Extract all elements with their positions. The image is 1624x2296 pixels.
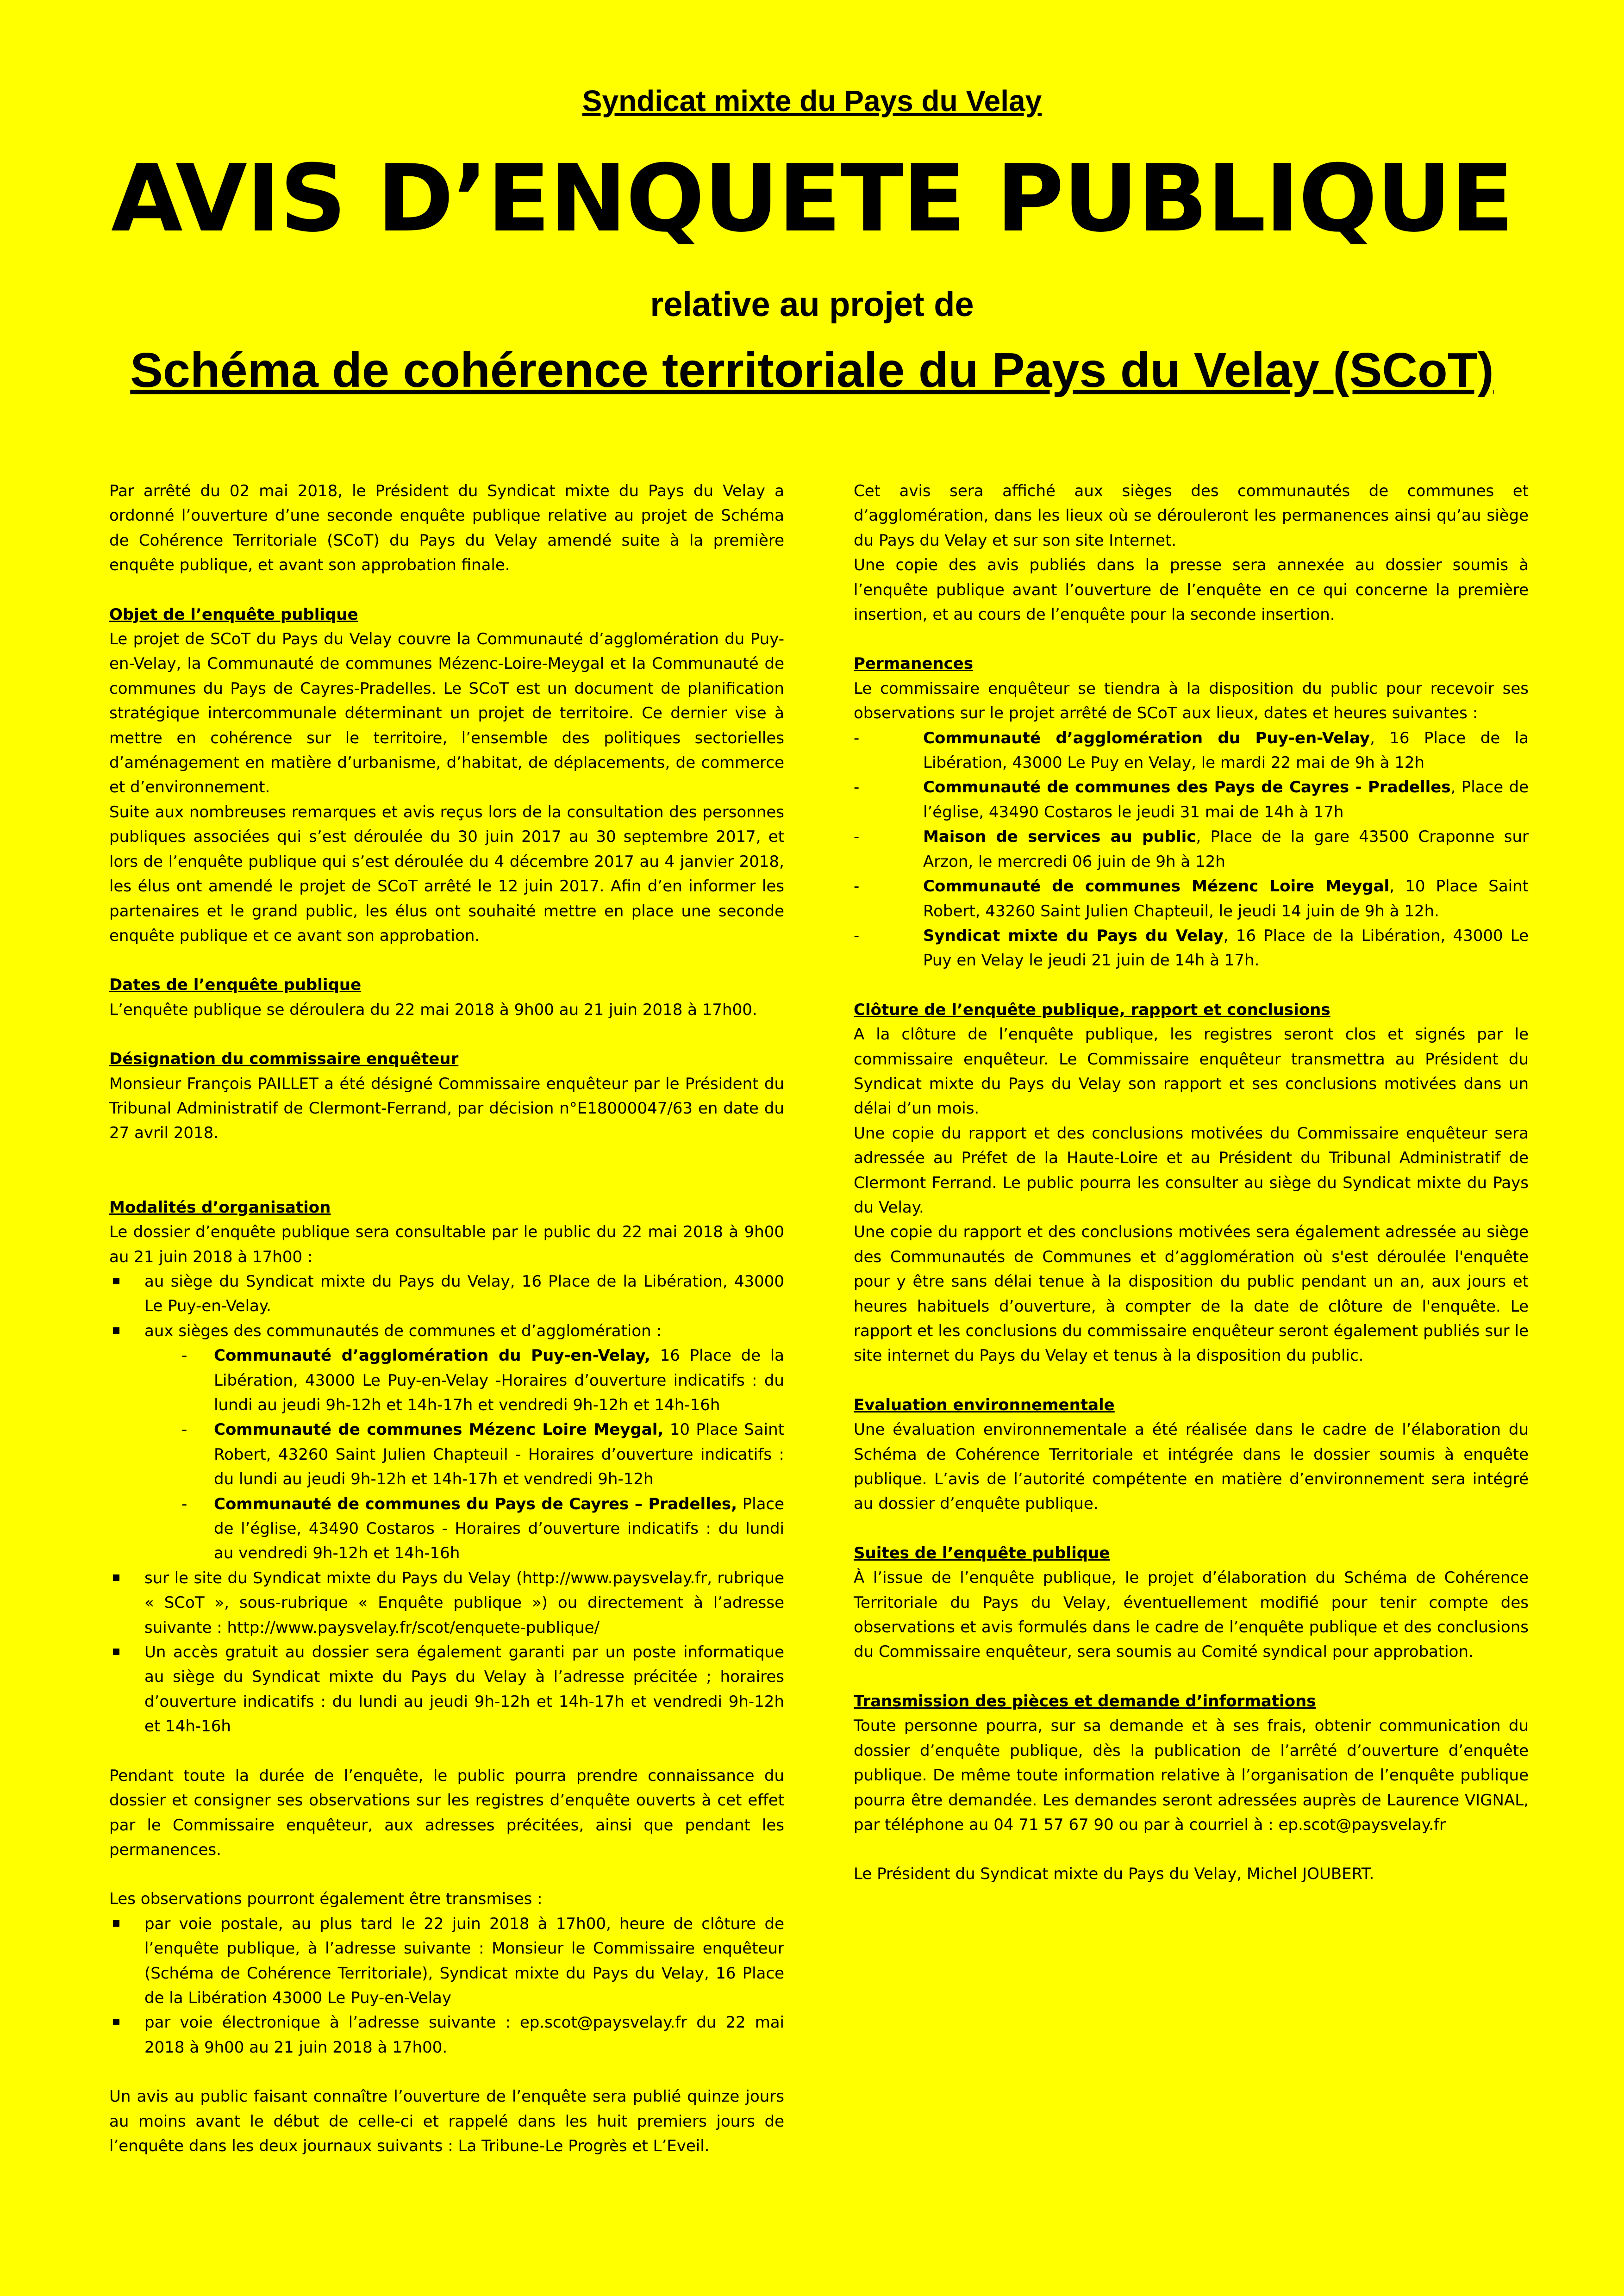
objet-paragraph-2: Suite aux nombreuses remarques et avis reçus lors de la consultation des personnes publiques associées qui s’est déroulée du 30 juin 2017 au 30 septembre 2017, et lors de l’enquête publique qui s’est déroulée du 4 décembre 2017 au 4 janvier 2018, les élus ont amendé le projet de SCoT arrêté le 12 juin 2017. Afin d’en informer les partenaires et le grand public, les élus ont souhaité mettre en place une seconde enquête publique et ce avant son approbation. xyxy=(109,803,784,945)
cloture-paragraph-1: A la clôture de l’enquête publique, les registres seront clos et signés par le commissaire enquêteur. Le Commissaire enquêteur transmettra au Président du Syndicat mixte du Pays du Velay son rapport et ses conclusions motivées dans un délai d’un mois. xyxy=(854,1025,1529,1118)
list-item xyxy=(109,1640,784,1739)
permanence-details: , 16 Place de la Libération, 43000 Le Puy en Velay, le mardi 22 mai de 9h à 12h xyxy=(923,728,1529,772)
objet-section-title: Objet de l’enquête publique xyxy=(109,605,358,624)
list-item xyxy=(109,1566,784,1640)
dates-section-title: Dates de l’enquête publique xyxy=(109,976,362,995)
list-item xyxy=(109,1912,784,2011)
permanences-list xyxy=(854,726,1529,973)
permanence-place: Communauté de communes des Pays de Cayres - Pradelles xyxy=(923,778,1451,797)
list-item xyxy=(854,825,1529,874)
observations-electronic: par voie électronique à l’adresse suivante : ep.scot@paysvelay.fr du 22 mai 2018 à 9h00 au 21 juin 2018 à 17h00. xyxy=(144,2013,784,2057)
permanence-details: , 16 Place de la Libération, 43000 Le Puy en Velay le jeudi 21 juin de 14h à 17h. xyxy=(923,926,1529,970)
modalites-bullet-poste: Un accès gratuit au dossier sera également garanti par un poste informatique au siège du Syndicat mixte du Pays du Velay à l’adresse précitée ; horaires d’ouverture indicatifs : du lundi au jeudi 9h-12h et 14h-17h et vendredi 9h-12h et 14h-16h xyxy=(144,1643,784,1736)
list-item xyxy=(144,1344,784,1418)
permanences-section-title: Permanences xyxy=(854,654,974,673)
observations-list xyxy=(109,1912,784,2060)
affichage-paragraph-2: Une copie des avis publiés dans la presse sera annexée au dossier soumis à l’enquête publique avant l’ouverture de l’enquête en ce qui concerne la première insertion, et au cours de l’enquête pour la seconde insertion. xyxy=(854,556,1529,624)
sub-item-name: Communauté de communes Mézenc Loire Meygal, xyxy=(214,1420,664,1439)
modalites-list xyxy=(109,1269,784,1739)
observations-postal: par voie postale, au plus tard le 22 juin 2018 à 17h00, heure de clôture de l’enquête publique, à l’adresse suivante : Monsieur le Commissaire enquêteur (Schéma de Cohérence Territoriale), Syndicat mixte du Pays du Velay, 16 Place de la Libération 43000 Le Puy-en-Velay xyxy=(144,1914,784,2007)
modalites-bullet-siege: au siège du Syndicat mixte du Pays du Velay, 16 Place de la Libération, 43000 Le Puy-en-Velay. xyxy=(144,1272,784,1316)
notice-title: AVIS D’ENQUETE PUBLIQUE xyxy=(111,145,1513,253)
evaluation-paragraph: Une évaluation environnementale a été réalisée dans le cadre de l’élaboration du Schéma de Cohérence Territoriale et intégrée dans le dossier soumis à enquête publique. L’avis de l’autorité compétente en matière d’environnement sera intégré au dossier d’enquête publique. xyxy=(854,1420,1529,1513)
permanence-place: Communauté d’agglomération du Puy-en-Velay xyxy=(923,728,1370,747)
cloture-paragraph-3: Une copie du rapport et des conclusions motivées sera également adressée au siège des Communautés de Communes et d’agglomération où s'est déroulée l'enquête pour y être sans délai tenue à la disposition du public pendant un an, aux jours et heures habituels d’ouverture, à compter de la date de clôture de l'enquête. Le rapport et les conclusions du commissaire enquêteur seront également publiés sur le site internet du Pays du Velay et tenus à la disposition du public. xyxy=(854,1223,1529,1365)
list-item xyxy=(144,1418,784,1492)
permanence-place: Maison de services au public xyxy=(923,828,1196,846)
sub-item-name: Communauté d’agglomération du Puy-en-Velay, xyxy=(214,1346,650,1365)
objet-paragraph-1: Le projet de SCoT du Pays du Velay couvre la Communauté d’agglomération du Puy-en-Velay, la Communauté de communes Mézenc-Loire-Meygal et la Communauté de communes du Pays de Cayres-Pradelles. Le SCoT est un document de planification stratégique intercommunale déterminant un projet de territoire. Ce dernier vise à mettre en cohérence sur le territoire, l’ensemble des politiques sectorielles d’aménagement en matière d’urbanisme, d’habitat, de déplacements, de commerce et d’environnement. xyxy=(109,630,784,797)
organization-heading: Syndicat mixte du Pays du Velay xyxy=(582,84,1042,118)
observations-intro: Les observations pourront également être transmises : xyxy=(109,1890,543,1909)
designation-section-title: Désignation du commissaire enquêteur xyxy=(109,1050,459,1069)
suites-section-title: Suites de l’enquête publique xyxy=(854,1543,1110,1562)
modalites-bullet-website: sur le site du Syndicat mixte du Pays du Velay (http://www.paysvelay.fr, rubrique « SCoT », sous-rubrique « Enquête publique ») ou directement à l’adresse suivante : http://www.paysvelay.fr/scot/enquete-publique/ xyxy=(144,1568,784,1637)
modalites-section-title: Modalités d’organisation xyxy=(109,1198,331,1217)
permanences-intro: Le commissaire enquêteur se tiendra à la disposition du public pour recevoir ses observations sur le projet arrêté de SCoT aux lieux, dates et heures suivantes : xyxy=(854,679,1529,723)
transmission-paragraph: Toute personne pourra, sur sa demande et à ses frais, obtenir communication du dossier d’enquête publique, dès la publication de l’arrêté d’ouverture d’enquête publique. De même toute information relative à l’organisation de l’enquête publique pourra être demandée. Les demandes seront adressées auprès de Laurence VIGNAL, par téléphone au 04 71 57 67 90 ou par à courriel à : ep.scot@paysvelay.fr xyxy=(854,1717,1529,1834)
list-item xyxy=(109,1269,784,1319)
project-title: Schéma de cohérence territoriale du Pays du Velay (SCoT) xyxy=(130,343,1494,398)
pendant-paragraph: Pendant toute la durée de l’enquête, le public pourra prendre connaissance du dossier et consigner ses observations sur les registres d’enquête ouverts à cet effet par le Commissaire enquêteur, aux adresses précitées, ainsi que pendant les permanences. xyxy=(109,1766,784,1859)
modalites-intro: Le dossier d’enquête publique sera consultable par le public du 22 mai 2018 à 9h00 au 21 juin 2018 à 17h00 : xyxy=(109,1223,784,1266)
transmission-section-title: Transmission des pièces et demande d’informations xyxy=(854,1692,1316,1711)
affichage-paragraph-1: Cet avis sera affiché aux sièges des communautés de communes et d’agglomération, dans les lieux où se dérouleront les permanences ainsi qu’au siège du Pays du Velay et sur son site Internet. xyxy=(854,482,1529,550)
list-item xyxy=(854,924,1529,973)
sub-item-details: 10 Place Saint Robert, 43260 Saint Julien Chapteuil - Horaires d’ouverture indicatifs : du lundi au jeudi 9h-12h et 14h-17h et vendredi 9h-12h xyxy=(214,1420,784,1489)
list-item xyxy=(109,1319,784,1566)
left-column xyxy=(109,479,784,2159)
suites-paragraph: À l’issue de l’enquête publique, le projet d’élaboration du Schéma de Cohérence Territoriale du Pays du Velay, éventuellement modifié pour tenir compte des observations et avis formulés dans le cadre de l’enquête publique et des conclusions du Commissaire enquêteur, sera soumis au Comité syndical pour approbation. xyxy=(854,1568,1529,1661)
list-item xyxy=(854,775,1529,825)
permanence-details: , Place de la gare 43500 Craponne sur Arzon, le mercredi 06 juin de 9h à 12h xyxy=(923,828,1529,871)
right-column xyxy=(854,479,1529,1887)
signature: Le Président du Syndicat mixte du Pays du Velay, Michel JOUBERT. xyxy=(854,1865,1374,1884)
list-item xyxy=(144,1492,784,1566)
dates-paragraph: L’enquête publique se déroulera du 22 mai 2018 à 9h00 au 21 juin 2018 à 17h00. xyxy=(109,1000,757,1019)
list-item xyxy=(109,2010,784,2060)
permanence-place: Communauté de communes Mézenc Loire Meygal xyxy=(923,877,1390,896)
evaluation-section-title: Evaluation environnementale xyxy=(854,1395,1115,1414)
permanence-place: Syndicat mixte du Pays du Velay xyxy=(923,926,1224,945)
modalites-bullet-communautes: aux sièges des communautés de communes et d’agglomération : xyxy=(144,1321,662,1340)
communautes-sublist xyxy=(144,1344,784,1566)
list-item xyxy=(854,726,1529,776)
cloture-paragraph-2: Une copie du rapport et des conclusions motivées du Commissaire enquêteur sera adressée au Préfet de la Haute-Loire et au Président du Tribunal Administratif de Clermont Ferrand. Le public pourra les consulter au siège du Syndicat mixte du Pays du Velay. xyxy=(854,1124,1529,1217)
sub-item-details: 16 Place de la Libération, 43000 Le Puy-en-Velay -Horaires d’ouverture indicatifs : du lundi au jeudi 9h-12h et 14h-17h et vendredi 9h-12h et 14h-16h xyxy=(214,1346,785,1414)
intro-paragraph: Par arrêté du 02 mai 2018, le Président du Syndicat mixte du Pays du Velay a ordonné l’ouverture d’une seconde enquête publique relative au projet de Schéma de Cohérence Territoriale (SCoT) du Pays du Velay amendé suite à la première enquête publique, et avant son approbation finale. xyxy=(109,482,784,575)
designation-paragraph: Monsieur François PAILLET a été désigné Commissaire enquêteur par le Président du Tribunal Administratif de Clermont-Ferrand, par décision n°E18000047/63 en date du 27 avril 2018. xyxy=(109,1074,784,1143)
avis-public-paragraph: Un avis au public faisant connaître l’ouverture de l’enquête sera publié quinze jours au moins avant le début de celle-ci et rappelé dans les huit premiers jours de l’enquête dans les deux journaux suivants : La Tribune-Le Progrès et L’Eveil. xyxy=(109,2087,784,2155)
permanence-details: , Place de l’église, 43490 Costaros le jeudi 31 mai de 14h à 17h xyxy=(923,778,1529,821)
permanence-details: , 10 Place Saint Robert, 43260 Saint Julien Chapteuil, le jeudi 14 juin de 9h à 12h. xyxy=(923,877,1529,921)
sub-item-details: Place de l’église, 43490 Costaros - Horaires d’ouverture indicatifs : du lundi au vendredi 9h-12h et 14h-16h xyxy=(214,1494,785,1563)
sub-item-name: Communauté de communes du Pays de Cayres – Pradelles, xyxy=(214,1494,737,1513)
list-item xyxy=(854,874,1529,924)
relative-subtitle: relative au projet de xyxy=(650,285,974,324)
cloture-section-title: Clôture de l’enquête publique, rapport et conclusions xyxy=(854,1000,1330,1019)
